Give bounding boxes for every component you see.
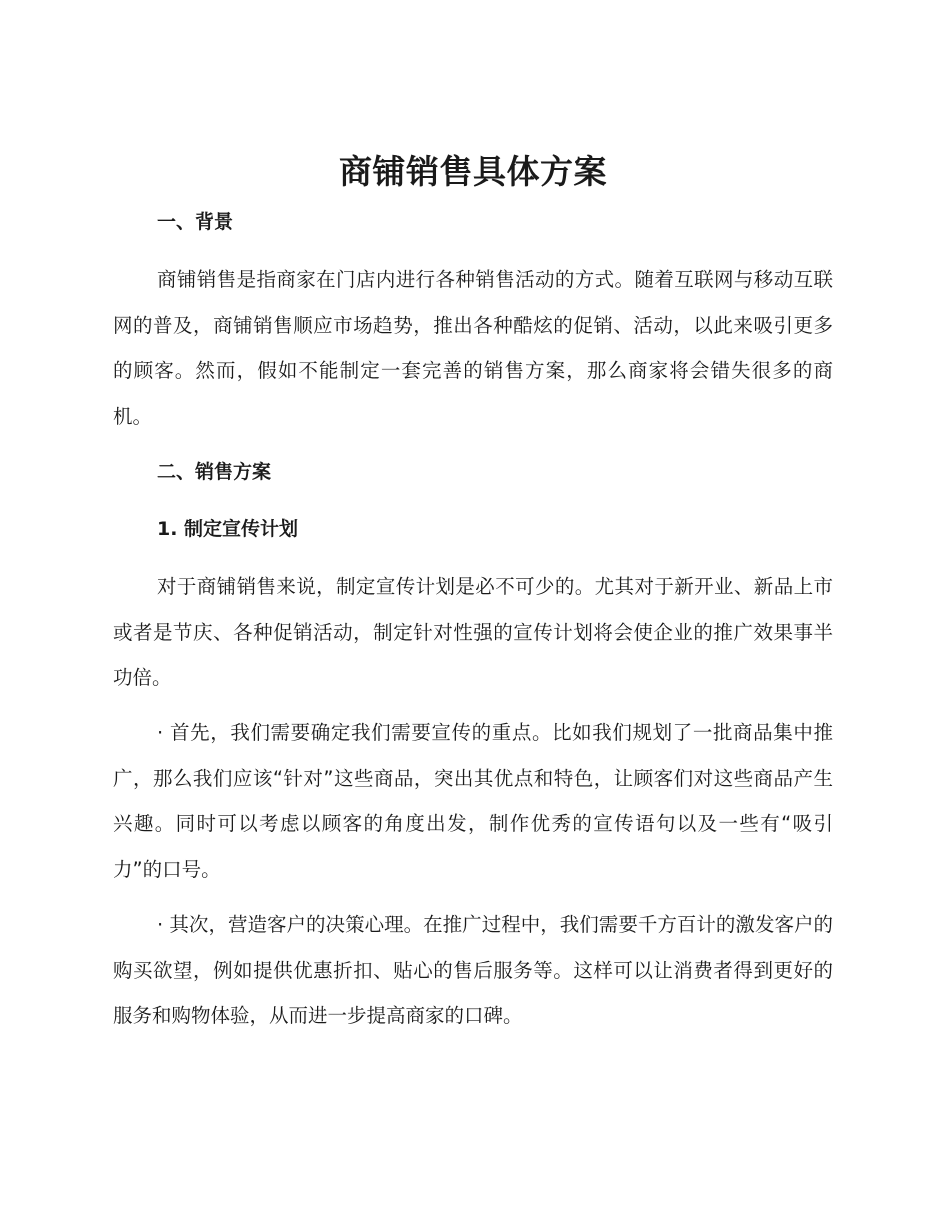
background-paragraph: 商铺销售是指商家在门店内进行各种销售活动的方式。随着互联网与移动互联网的普及，商铺销售顺应市场趋势，推出各种酷炫的促销、活动，以此来吸引更多的顾客。然而，假如不能制定一套完善的销售方案，那么商家将会错失很多的商机。 bbox=[113, 268, 833, 428]
section-heading-background: 一、背景 bbox=[157, 211, 234, 233]
subsection-heading-publicity-plan: 1. 制定宣传计划 bbox=[157, 518, 299, 540]
bullet-paragraph-second: · 其次，营造客户的决策心理。在推广过程中，我们需要千方百计的激发客户的购买欲望，例如提供优惠折扣、贴心的售后服务等。这样可以让消费者得到更好的服务和购物体验，从而进一步提高商家的口碑。 bbox=[113, 913, 833, 1027]
publicity-intro-paragraph: 对于商铺销售来说，制定宣传计划是必不可少的。尤其对于新开业、新品上市或者是节庆、各种促销活动，制定针对性强的宣传计划将会使企业的推广效果事半功倍。 bbox=[113, 575, 833, 689]
document-title: 商铺销售具体方案 bbox=[339, 152, 607, 191]
bullet-paragraph-first: · 首先，我们需要确定我们需要宣传的重点。比如我们规划了一批商品集中推广，那么我们应该“针对”这些商品，突出其优点和特色，让顾客们对这些商品产生兴趣。同时可以考虑以顾客的角度出发，制作优秀的宣传语句以及一些有“吸引力”的口号。 bbox=[113, 721, 833, 881]
section-heading-sales-plan: 二、销售方案 bbox=[157, 461, 272, 483]
